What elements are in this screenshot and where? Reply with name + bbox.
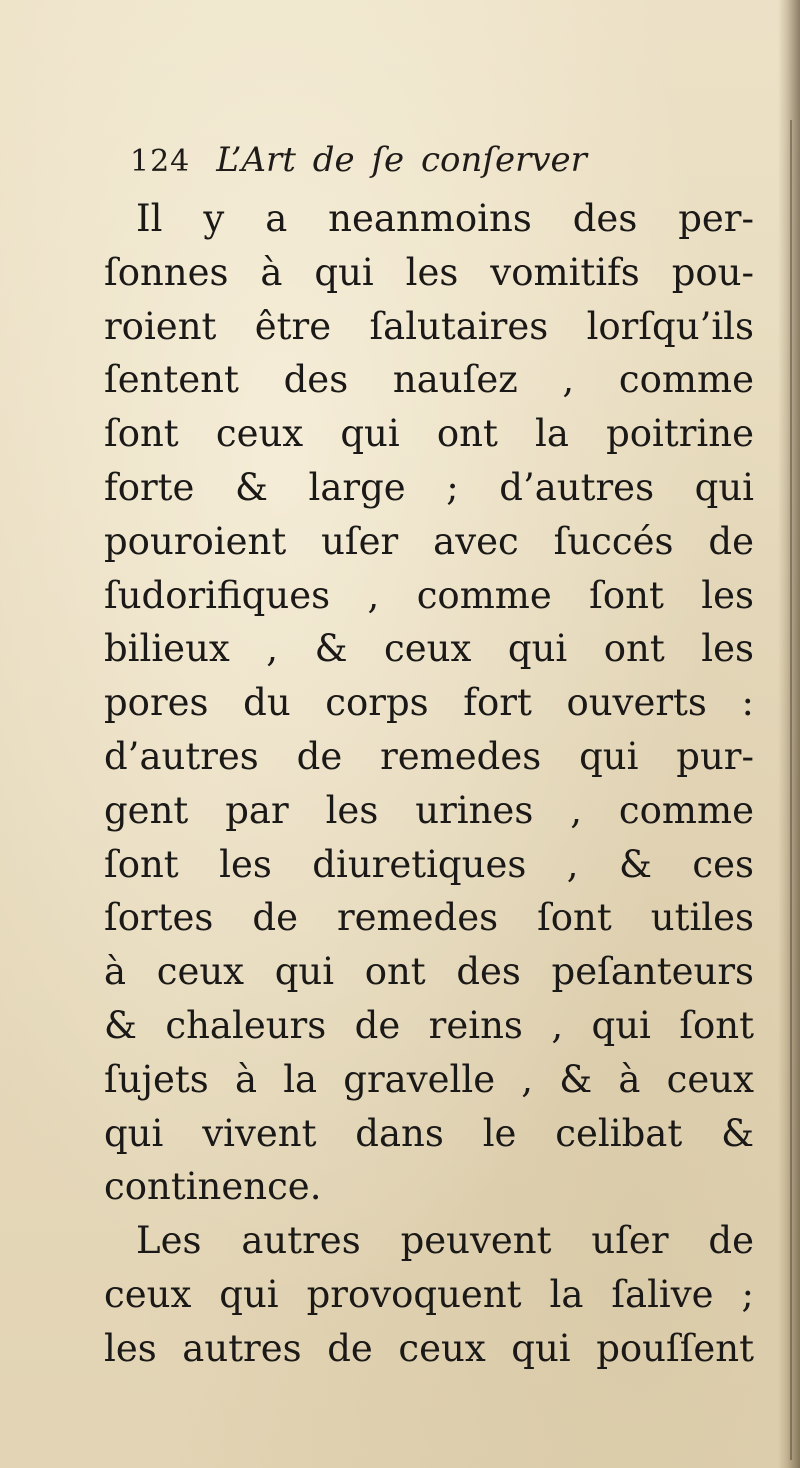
text-line: ſentent des nauſez , comme bbox=[104, 358, 754, 402]
text-line: ſont les diuretiques , & ces bbox=[104, 842, 754, 886]
text-line: qui vivent dans le celibat & bbox=[104, 1111, 754, 1155]
text-line: continence. bbox=[104, 1165, 322, 1209]
text-line: pores du corps fort ouverts : bbox=[104, 681, 754, 725]
text-line: à ceux qui ont des peſanteurs bbox=[104, 950, 754, 994]
text-line: gent par les urines , comme bbox=[104, 788, 754, 832]
text-line: d’autres de remedes qui pur- bbox=[104, 734, 754, 778]
text-line: Les autres peuvent uſer de bbox=[136, 1219, 754, 1263]
page-edge-line bbox=[790, 120, 792, 1460]
text-line: ſonnes à qui les vomitifs pou- bbox=[104, 250, 754, 294]
text-line: ſujets à la gravelle , & à ceux bbox=[104, 1057, 754, 1101]
text-line: pouroient uſer avec ſuccés de bbox=[104, 519, 754, 563]
text-line: roient être ſalutaires lorſqu’ils bbox=[104, 304, 754, 348]
text-line: forte & large ; d’autres qui bbox=[104, 465, 754, 509]
text-line: & chaleurs de reins , qui ſont bbox=[104, 1003, 754, 1047]
text-line: Il y a neanmoins des per- bbox=[136, 197, 754, 240]
running-title: L’Art de ſe conſerver bbox=[216, 140, 587, 180]
text-line: ſudorifiques , comme ſont les bbox=[104, 573, 754, 617]
text-line: les autres de ceux qui pouſſent bbox=[104, 1326, 754, 1370]
running-head bbox=[130, 140, 587, 190]
text-line: ſont ceux qui ont la poitrine bbox=[104, 412, 754, 456]
page-edge-shadow bbox=[778, 0, 800, 1468]
text-line: ſortes de remedes ſont utiles bbox=[104, 896, 754, 940]
body-text bbox=[104, 192, 754, 1376]
page-number: 124 bbox=[130, 144, 191, 179]
text-line: ceux qui provoquent la ſalive ; bbox=[104, 1272, 754, 1316]
text-line: bilieux , & ceux qui ont les bbox=[104, 627, 754, 671]
